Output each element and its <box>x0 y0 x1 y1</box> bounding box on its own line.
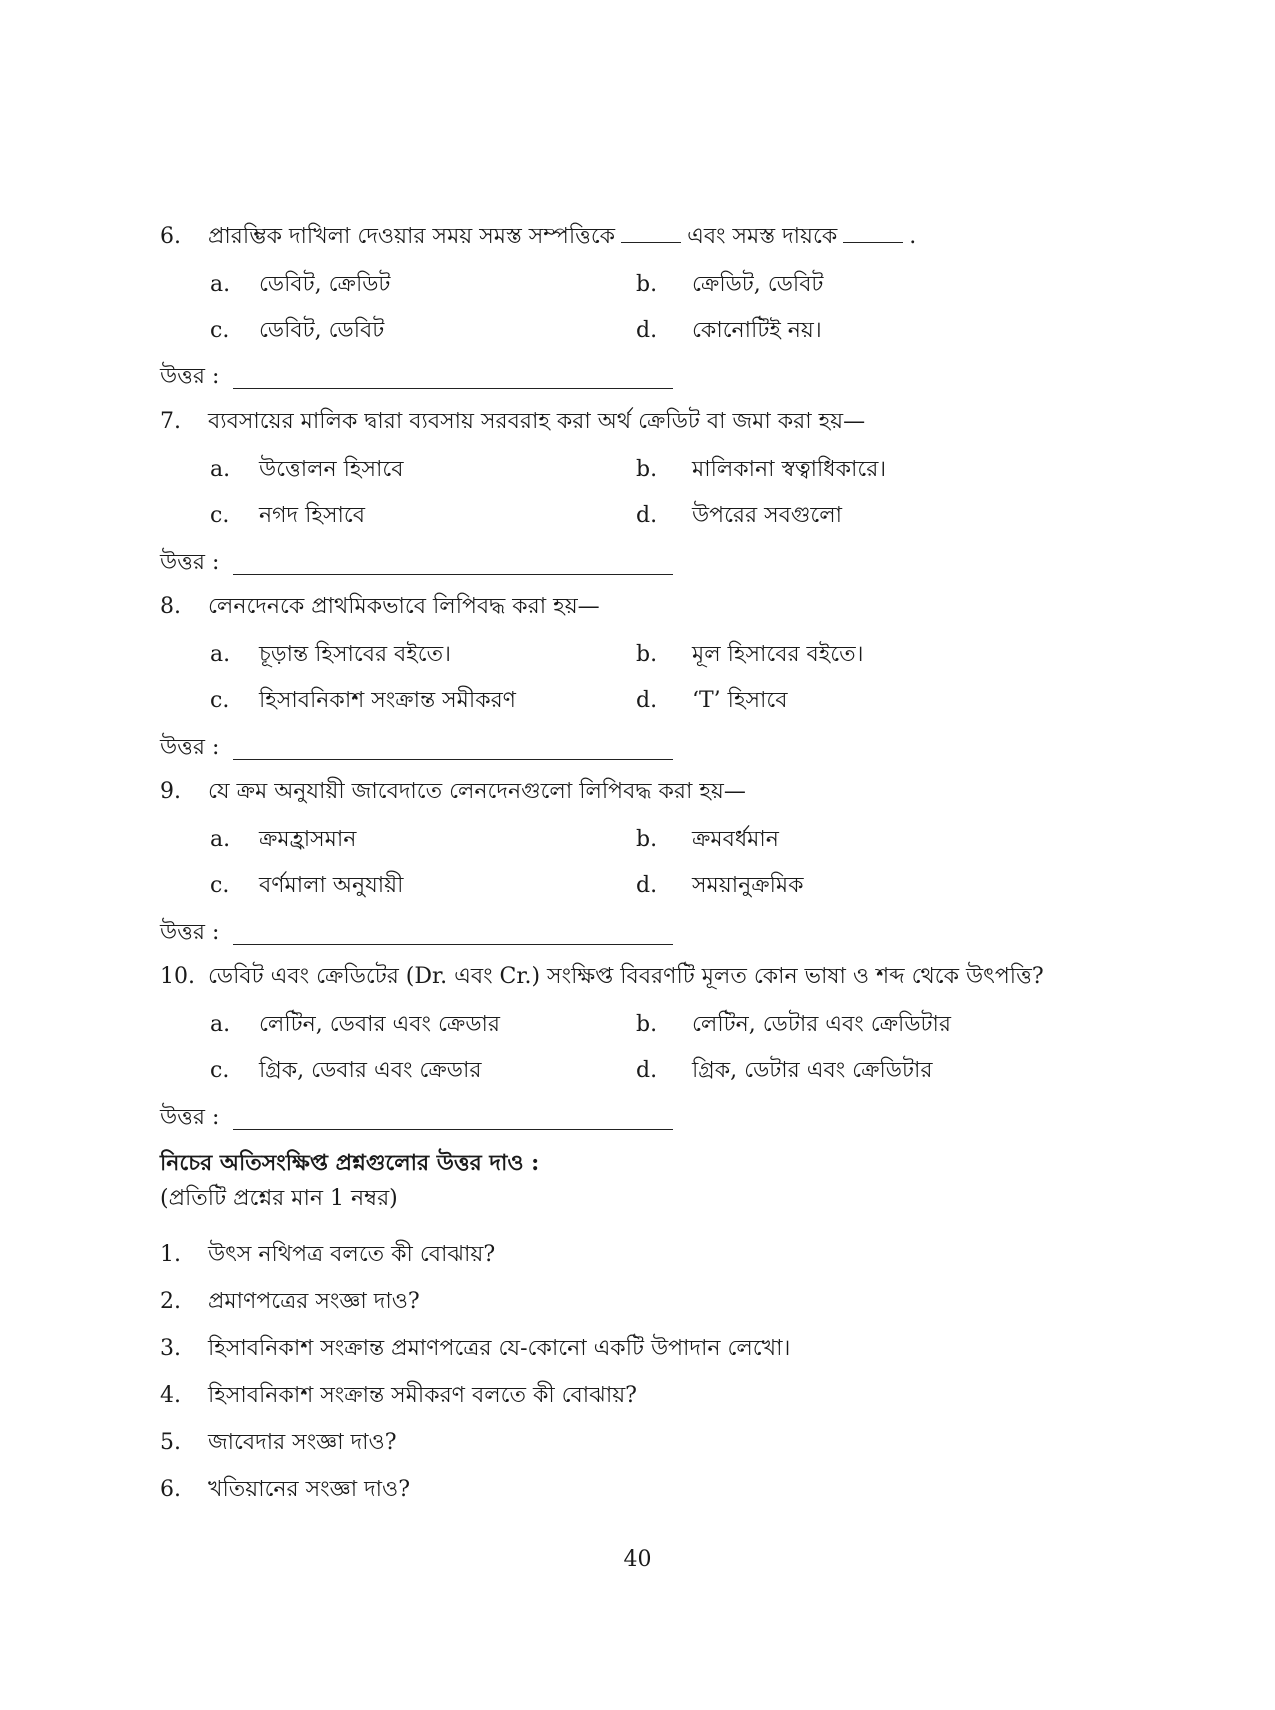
answer-blank <box>843 222 903 243</box>
question-number: 4. <box>160 1383 181 1408</box>
option-text: ক্রমবর্ধমান <box>692 827 779 852</box>
question-number: 9. <box>160 779 181 804</box>
question-number: 3. <box>160 1336 181 1361</box>
question-text: যে ক্রম অনুযায়ী জাবেদাতে লেনদেনগুলো লিপিবদ্ধ করা হয়— <box>208 779 746 804</box>
question-text: হিসাবনিকাশ সংক্রান্ত প্রমাণপত্রের যে-কোনো একটি উপাদান লেখো। <box>208 1336 791 1361</box>
question-number: 7. <box>160 409 181 434</box>
page-number: 40 <box>623 1547 652 1572</box>
option-text: বর্ণমালা অনুযায়ী <box>259 873 404 898</box>
option-text: ডেবিট, ডেবিট <box>259 318 385 343</box>
option-text: উপরের সবগুলো <box>692 503 843 528</box>
question-number: 1. <box>160 1242 181 1267</box>
option-text: লেটিন, ডেটার এবং ক্রেডিটার <box>692 1012 952 1037</box>
answer-rule <box>233 1129 673 1130</box>
question-text: লেনদেনকে প্রাথমিকভাবে লিপিবদ্ধ করা হয়— <box>208 594 600 619</box>
option-text: নগদ হিসাবে <box>259 503 365 528</box>
section-heading: নিচের অতিসংক্ষিপ্ত প্রশ্নগুলোর উত্তর দাও : <box>160 1150 540 1176</box>
option-text: চূড়ান্ত হিসাবের বইতে। <box>259 642 451 667</box>
answer-rule <box>233 574 673 575</box>
section-subheading: (প্রতিটি প্রশ্নের মান 1 নম্বর) <box>160 1186 398 1211</box>
option-text: গ্রিক, ডেটার এবং ক্রেডিটার <box>692 1058 933 1083</box>
question-text: হিসাবনিকাশ সংক্রান্ত সমীকরণ বলতে কী বোঝায়? <box>208 1383 637 1408</box>
question-text: ব্যবসায়ের মালিক দ্বারা ব্যবসায় সরবরাহ করা অর্থ ক্রেডিট বা জমা করা হয়— <box>208 409 866 434</box>
option-text: হিসাবনিকাশ সংক্রান্ত সমীকরণ <box>259 688 516 713</box>
question-text: প্রারম্ভিক দাখিলা দেওয়ার সময় সমস্ত সম্পত্তিকে এবং সমস্ত দায়কে . <box>208 224 917 249</box>
question-number: 5. <box>160 1430 181 1455</box>
question-number: 10. <box>160 964 195 989</box>
option-text: ডেবিট, ক্রেডিট <box>259 272 391 297</box>
question-text: খতিয়ানের সংজ্ঞা দাও? <box>208 1477 411 1502</box>
question-text: ডেবিট এবং ক্রেডিটের (Dr. এবং Cr.) সংক্ষিপ্ত বিবরণটি মূলত কোন ভাষা ও শব্দ থেকে উৎপত্তি? <box>208 964 1044 989</box>
option-text: লেটিন, ডেবার এবং ক্রেডার <box>259 1012 500 1037</box>
option-text: মূল হিসাবের বইতে। <box>692 642 864 667</box>
question-number: 6. <box>160 1477 181 1502</box>
answer-label: উত্তর : <box>160 1105 220 1130</box>
option-text: ‘T’ হিসাবে <box>692 688 788 713</box>
answer-label: উত্তর : <box>160 920 220 945</box>
option-text: ক্রেডিট, ডেবিট <box>692 272 824 297</box>
question-number: 2. <box>160 1289 181 1314</box>
option-text: ক্রমহ্রাসমান <box>259 827 357 852</box>
question-text: প্রমাণপত্রের সংজ্ঞা দাও? <box>208 1289 420 1314</box>
option-text: সময়ানুক্রমিক <box>692 873 804 898</box>
option-text: উত্তোলন হিসাবে <box>259 457 404 482</box>
document-page: 6. প্রারম্ভিক দাখিলা দেওয়ার সময় সমস্ত সম্পত্তিকে এবং সমস্ত দায়কে . a. ডেবিট, ক্রেডিট b. ক্রেডিট, ডেবিট c. ডেবিট, ডেবিট d. কোনোটিই নয়। উত্তর : 7. ব্যবসায়ের মালিক দ্বারা ব্যবসায় সরবরাহ করা অর্থ ক্রেডিট বা জমা করা হয়— a. উত্তোলন হিসাবে b. মালিকানা স্বত্বাধিকারে। c. নগদ হিসাবে d. উপরের সবগুলো উত্তর : 8. লেনদেনকে প্রাথমিকভাবে লিপিবদ্ধ করা হয়— a. চূড়ান্ত হিসাবের বইতে। b. মূল হিসাবের বইতে। c. হিসাবনিকাশ সংক্রান্ত সমীকরণ d. ‘T’ হিসাবে উত্তর : 9. যে ক্রম অনুযায়ী জাবেদাতে লেনদেনগুলো লিপিবদ্ধ করা হয়— a. ক্রমহ্রাসমান b. ক্রমবর্ধমান c. বর্ণমালা অনুযায়ী d. সময়ানুক্রমিক উত্তর : 10. ডেবিট এবং ক্রেডিটের (Dr. এবং Cr.) সংক্ষিপ্ত বিবরণটি মূলত কোন ভাষা ও শব্দ থেকে উৎপত্তি? a. লেটিন, ডেবার এবং ক্রেডার b. লেটিন, ডেটার এবং ক্রেডিটার c. গ্রিক, ডেবার এবং ক্রেডার d. গ্রিক, ডেটার এবং ক্রেডিটার উত্তর : নিচের অতিসংক্ষিপ্ত প্রশ্নগুলোর উত্তর দাও : (প্রতিটি প্রশ্নের মান 1 নম্বর) 1. উৎস নথিপত্র বলতে কী বোঝায়? 2. প্রমাণপত্রের সংজ্ঞা দাও? 3. হিসাবনিকাশ সংক্রান্ত প্রমাণপত্রের যে-কোনো একটি উপাদান লেখো। 4. হিসাবনিকাশ সংক্রান্ত সমীকরণ বলতে কী বোঝায়? 5. জাবেদার সংজ্ঞা দাও? 6. খতিয়ানের সংজ্ঞা দাও? 40 <box>0 0 1275 1710</box>
question-number: 6. <box>160 224 181 249</box>
answer-rule <box>233 388 673 389</box>
answer-label: উত্তর : <box>160 364 220 389</box>
option-text: মালিকানা স্বত্বাধিকারে। <box>692 457 887 482</box>
option-text: গ্রিক, ডেবার এবং ক্রেডার <box>259 1058 482 1083</box>
answer-blank <box>621 222 681 243</box>
question-text: জাবেদার সংজ্ঞা দাও? <box>208 1430 397 1455</box>
question-number: 8. <box>160 594 181 619</box>
option-text: কোনোটিই নয়। <box>692 318 822 343</box>
answer-rule <box>233 759 673 760</box>
question-text: উৎস নথিপত্র বলতে কী বোঝায়? <box>208 1242 496 1267</box>
answer-label: উত্তর : <box>160 550 220 575</box>
answer-rule <box>233 944 673 945</box>
answer-label: উত্তর : <box>160 735 220 760</box>
